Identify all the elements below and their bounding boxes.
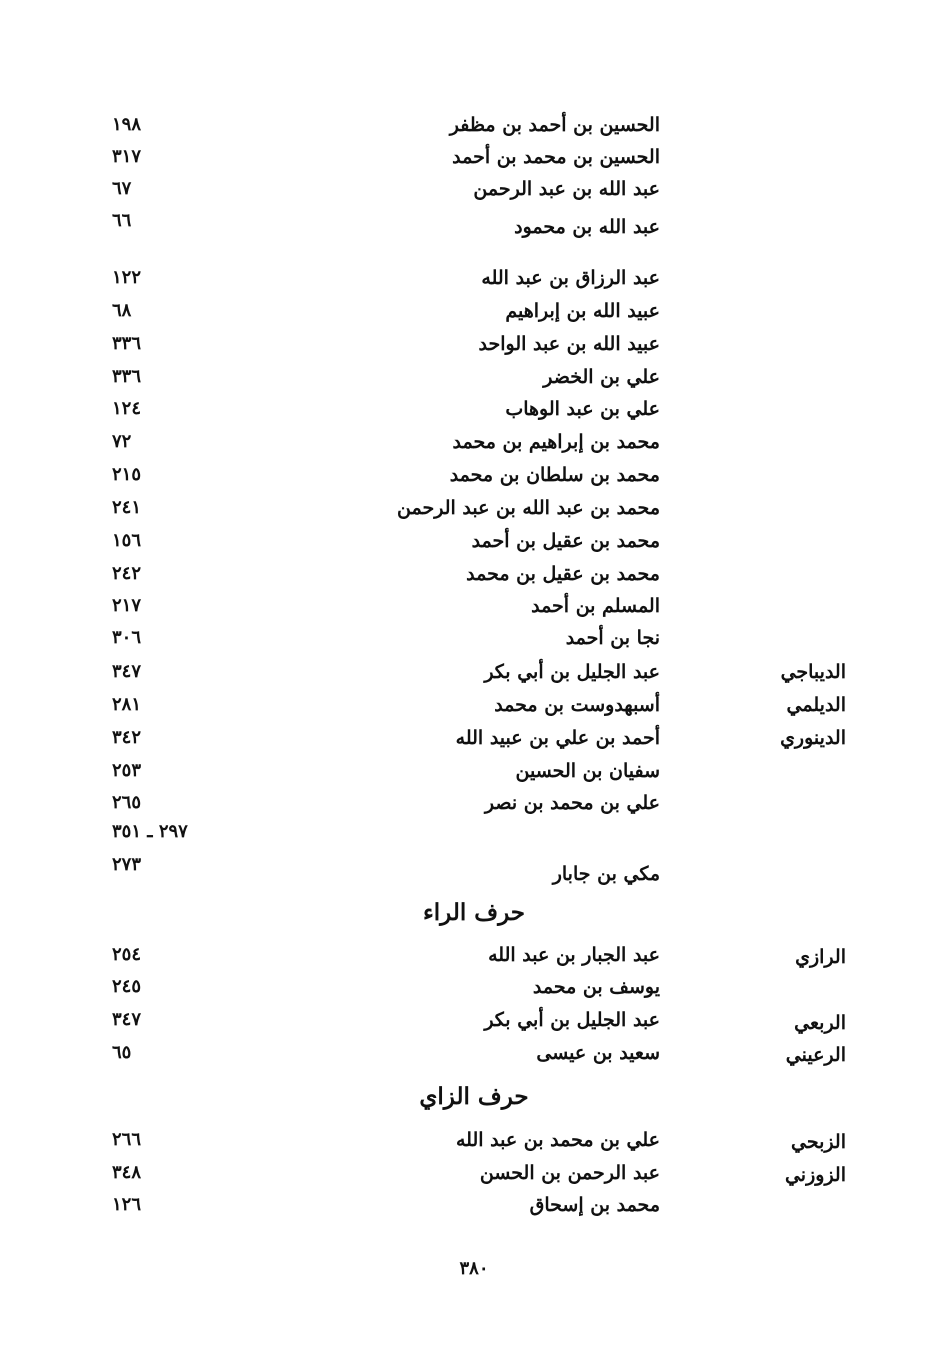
entry-nisba: الرعيني: [785, 1044, 846, 1066]
entry-page-ref: ٣١٧: [112, 146, 142, 167]
entry-name: علي بن محمد بن عبد الله: [455, 1129, 660, 1151]
index-entry: [0, 460, 948, 490]
entry-name: الحسين بن أحمد بن مظفر: [449, 114, 660, 136]
index-entry: [0, 296, 948, 326]
index-entry: [0, 559, 948, 589]
index-entry: [0, 723, 948, 753]
entry-page-ref: ٢٦٦: [112, 1129, 142, 1150]
index-entry: [0, 1158, 948, 1188]
index-entry: [0, 972, 948, 1002]
entry-page-ref: ٢٩٧ ـ ٣٥١: [112, 821, 188, 842]
section-heading-zay: حرف الزاي: [419, 1083, 529, 1110]
entry-page-ref: ٣٤٧: [112, 661, 142, 682]
entry-page-ref: ٣٣٦: [112, 366, 142, 387]
entry-name: محمد بن إبراهيم بن محمد: [452, 431, 660, 453]
entry-page-ref: ٣٤٨: [112, 1162, 142, 1183]
entry-name: محمد بن عبد الله بن عبد الرحمن: [397, 497, 660, 519]
index-entry: [0, 110, 948, 140]
index-entry: [0, 690, 948, 720]
entry-nisba: الزبحي: [791, 1131, 846, 1153]
entry-name: أحمد بن علي بن عبيد الله: [455, 727, 660, 749]
index-entry: [0, 362, 948, 392]
entry-page-ref: ٣٠٦: [112, 627, 142, 648]
entry-page-ref: ٦٧: [112, 178, 132, 199]
entry-name: محمد بن عقيل بن محمد: [466, 563, 660, 585]
entry-page-ref: ٢١٧: [112, 595, 142, 616]
entry-page-ref: ٢٦٥: [112, 792, 142, 813]
entry-page-ref: ٢٤٥: [112, 976, 142, 997]
entry-nisba: الديلمي: [786, 694, 846, 716]
entry-page-ref: ٢٥٣: [112, 760, 142, 781]
entry-name: مكي بن جابار: [552, 863, 660, 885]
index-entry: [0, 329, 948, 359]
entry-name: سفيان بن الحسين: [515, 760, 660, 782]
section-heading-ra: حرف الراء: [422, 899, 526, 926]
index-entry: [0, 263, 948, 293]
entry-name: الحسين بن محمد بن أحمد: [452, 146, 660, 168]
index-entry: [0, 1005, 948, 1035]
entry-page-ref: ٢٤١: [112, 497, 142, 518]
index-entry: [0, 427, 948, 457]
entry-page-ref: ٦٨: [112, 300, 132, 321]
index-entry: [0, 493, 948, 523]
entry-nisba: الزوزني: [784, 1164, 846, 1186]
index-entry: [0, 657, 948, 687]
entry-page-ref: ٧٢: [112, 431, 132, 452]
index-entry: [0, 756, 948, 786]
index-entry: [0, 591, 948, 621]
index-entry: [0, 854, 948, 887]
entry-page-ref: ٦٥: [112, 1042, 132, 1063]
entry-name: المسلم بن أحمد: [531, 595, 660, 617]
entry-nisba: الدينوري: [780, 727, 846, 749]
entry-page-ref: ٢٨١: [112, 694, 142, 715]
entry-page-ref: ١٩٨: [112, 114, 142, 135]
entry-name: عبد الجبار بن عبد الله: [488, 944, 660, 966]
entry-nisba: الربعي: [794, 1012, 846, 1034]
entry-name: عبد الجليل بن أبي بكر: [484, 661, 660, 683]
index-entry: [0, 142, 948, 172]
entry-name: عبيد الله بن إبراهيم: [505, 300, 660, 322]
entry-name: عبيد الله بن عبد الواحد: [478, 333, 660, 355]
entry-page-ref: ١٢٦: [112, 1194, 142, 1215]
entry-name: عبد الرحمن بن الحسن: [479, 1162, 660, 1184]
index-entry: [0, 394, 948, 424]
entry-name: محمد بن سلطان بن محمد: [449, 464, 660, 486]
entry-name: عبد الجليل بن أبي بكر: [484, 1009, 660, 1031]
entry-page-ref: ٢٤٢: [112, 563, 142, 584]
page-number: ٣٨٠: [459, 1258, 489, 1279]
index-entry: [0, 940, 948, 970]
entry-page-ref: ٦٦: [112, 210, 132, 231]
index-entry: [0, 788, 948, 818]
entry-name: علي بن محمد بن نصر: [484, 792, 660, 814]
index-entry: [0, 526, 948, 556]
entry-name: عبد الله بن عبد الرحمن: [473, 178, 660, 200]
entry-name: يوسف بن محمد: [532, 976, 660, 998]
index-entry: [0, 174, 948, 204]
entry-page-ref: ٢٧٣: [112, 854, 142, 875]
entry-page-ref: ٢٥٤: [112, 944, 142, 965]
entry-page-ref: ١٢٢: [112, 267, 142, 288]
entry-name: سعيد بن عيسى: [536, 1042, 660, 1064]
entry-nisba: الديباجي: [780, 661, 846, 683]
entry-page-ref: ١٥٦: [112, 530, 142, 551]
entry-page-ref: ٣٣٦: [112, 333, 142, 354]
entry-name: عبد الرزاق بن عبد الله: [481, 267, 660, 289]
entry-name: عبد الله بن محمود: [514, 216, 660, 238]
index-entry: [0, 1190, 948, 1220]
entry-name: محمد بن إسحاق: [529, 1194, 660, 1216]
index-entry: [0, 212, 948, 242]
entry-page-ref: ١٢٤: [112, 398, 142, 419]
index-entry: [0, 817, 948, 847]
entry-page-ref: ٢١٥: [112, 464, 142, 485]
entry-name: محمد بن عقيل بن أحمد: [471, 530, 660, 552]
index-entry: [0, 1125, 948, 1155]
entry-page-ref: ٣٤٢: [112, 727, 142, 748]
entry-name: علي بن الخضر: [543, 366, 660, 388]
entry-name: علي بن عبد الوهاب: [505, 398, 660, 420]
entry-page-ref: ٣٤٧: [112, 1009, 142, 1030]
entry-name: نجا بن أحمد: [565, 627, 660, 649]
entry-name: أسبهدوست بن محمد: [494, 694, 660, 716]
index-entry: [0, 623, 948, 653]
index-entry: [0, 1038, 948, 1068]
entry-nisba: الرازي: [795, 946, 846, 968]
